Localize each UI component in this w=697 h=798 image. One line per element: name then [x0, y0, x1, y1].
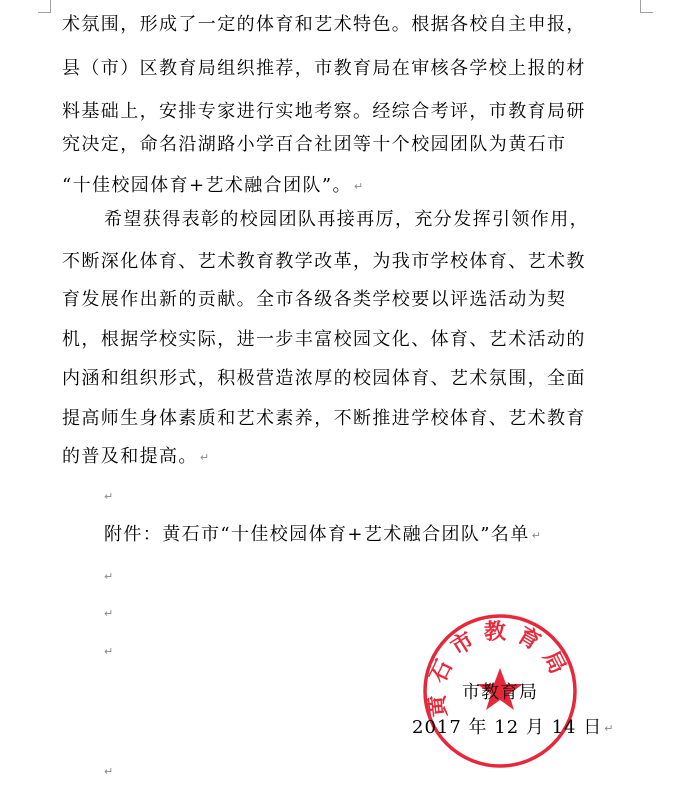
empty-paragraph-mark-icon: ↵	[104, 607, 114, 620]
paragraph-mark-icon: ↵	[199, 451, 210, 464]
paragraph-1-line-2: 县（市）区教育局组织推荐，市教育局在审核各学校上报的材	[62, 58, 586, 79]
paragraph-mark-icon: ↵	[531, 529, 541, 542]
paragraph-2-line-2: 不断深化体育、艺术教育教学改革，为我市学校体育、艺术教	[62, 251, 586, 272]
paragraph-2-line-5: 内涵和组织形式，积极营造浓厚的校园体育、艺术氛围，全面	[62, 368, 586, 389]
paragraph-mark-icon: ↵	[604, 722, 614, 735]
issue-date: 2017 年 12 月 14 日 ↵	[412, 717, 614, 738]
page-corner-mark-left	[38, 0, 51, 13]
empty-paragraph-mark-icon: ↵	[104, 570, 114, 583]
paragraph-2-line-3: 育发展作出新的贡献。全市各级各类学校要以评选活动为契	[62, 289, 567, 310]
empty-paragraph-mark-icon: ↵	[104, 645, 114, 658]
paragraph-2-line-7: 的普及和提高。 ↵	[62, 446, 210, 467]
paragraph-1-line-3: 料基础上，安排专家进行实地考察。经综合考评，市教育局研	[62, 101, 586, 122]
paragraph-2-line-6: 提高师生身体素质和艺术素养，不断推进学校体育、艺术教育	[62, 408, 586, 429]
seal-text: 黄石市教育局	[422, 618, 575, 719]
attachment-line: 附件：黄石市“十佳校园体育+艺术融合团队”名单 ↵	[104, 524, 541, 545]
paragraph-1-line-1: 术氛围，形成了一定的体育和艺术特色。根据各校自主申报，	[62, 14, 586, 35]
empty-paragraph-mark-icon: ↵	[104, 490, 114, 503]
paragraph-1-line-5: “十佳校园体育+艺术融合团队”。 ↵	[62, 175, 364, 196]
empty-paragraph-mark-icon: ↵	[104, 765, 114, 778]
paragraph-2-line-1: 希望获得表彰的校园团队再接再厉，充分发挥引领作用，	[104, 209, 589, 230]
paragraph-2-line-4: 机，根据学校实际，进一步丰富校园文化、体育、艺术活动的	[62, 329, 586, 350]
paragraph-1-line-4: 究决定，命名沿湖路小学百合社团等十个校园团队为黄石市	[62, 134, 567, 155]
paragraph-mark-icon: ↵	[353, 180, 364, 193]
page-corner-mark-right	[640, 0, 653, 13]
issuer-name: 市教育局	[462, 682, 538, 703]
